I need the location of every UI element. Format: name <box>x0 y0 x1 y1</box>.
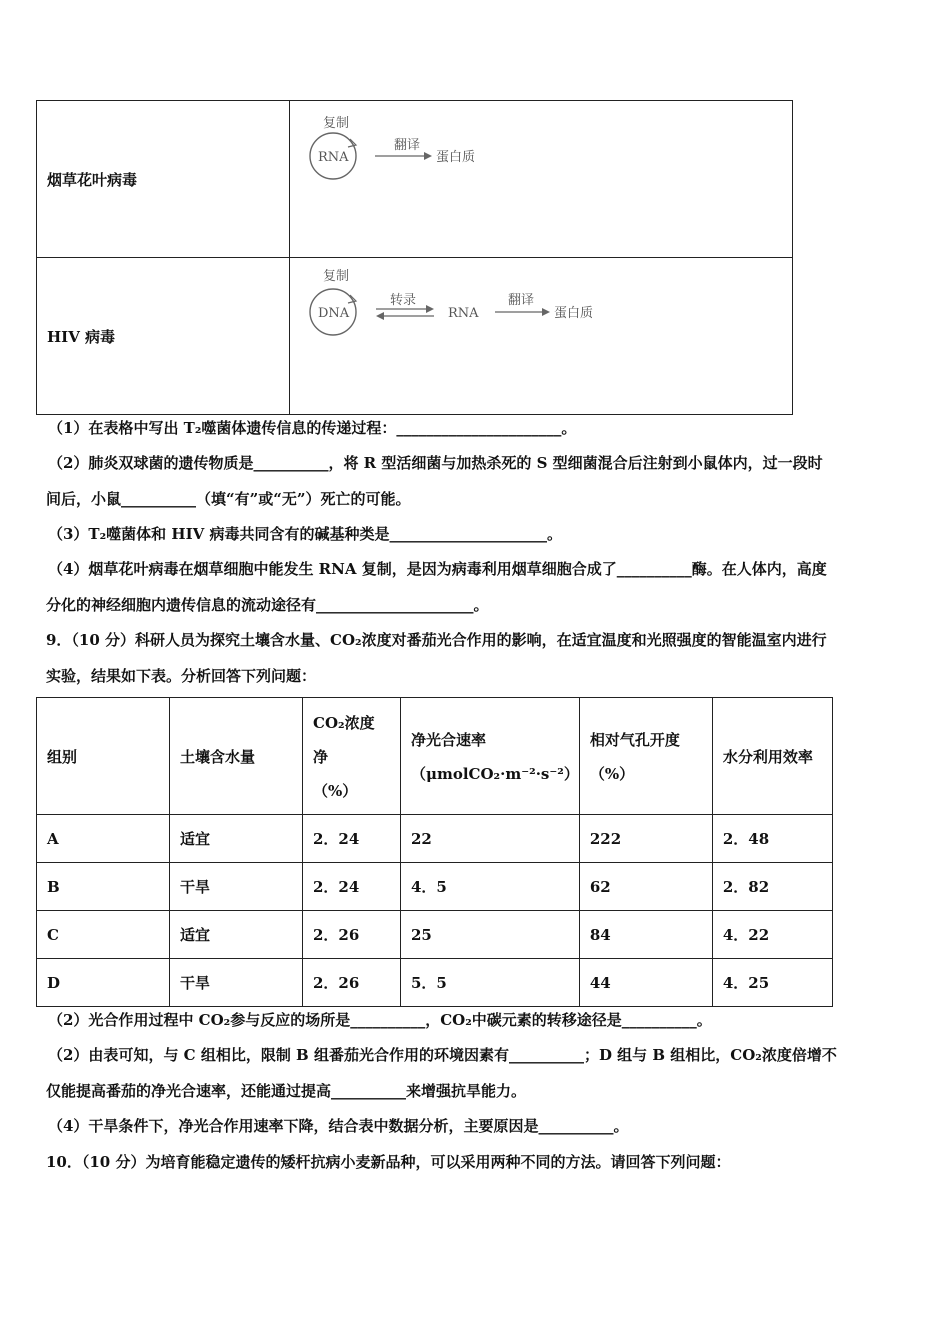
table-row <box>37 959 833 1007</box>
circle-label: DNA <box>318 306 350 321</box>
net-rate-header-l2: （μmolCO₂·m⁻²·s⁻²） <box>411 765 579 783</box>
table-cell: 62 <box>579 863 712 911</box>
diagram-cell <box>290 258 793 415</box>
table-row <box>37 911 833 959</box>
table-cell: B <box>37 863 170 911</box>
virus-info-table <box>36 100 793 415</box>
stomata-header-l2: （%） <box>589 765 635 783</box>
rna-label: RNA <box>448 306 479 321</box>
stomata-header-l1: 相对气孔开度 <box>589 731 680 749</box>
table-cell: 222 <box>579 815 712 863</box>
q9-part1: （2）光合作用过程中 CO₂参与反应的场所是__________，CO₂中碳元素的转移途径是__________。 <box>48 1011 712 1029</box>
stomata-header-lines <box>590 721 712 791</box>
q9-part4: （4）干旱条件下，净光合作用速率下降，结合表中数据分析，主要原因是__________。 <box>48 1117 629 1135</box>
net-rate-header-l1: 净光合速率 <box>411 731 487 749</box>
co2-header-lines <box>313 704 400 808</box>
table-cell: 2．82 <box>712 863 832 911</box>
translation-label: 翻译 <box>394 138 421 153</box>
table-cell: 4．22 <box>712 911 832 959</box>
circle-label: RNA <box>318 150 349 165</box>
q8-part3: （3）T₂噬菌体和 HIV 病毒共同含有的碱基种类是_____________________。 <box>48 525 562 543</box>
table-cell: 干旱 <box>170 959 303 1007</box>
table-cell: 22 <box>401 815 580 863</box>
table-cell: 25 <box>401 911 580 959</box>
col-header-co2 <box>303 698 401 815</box>
table-cell: 5．5 <box>401 959 580 1007</box>
product-label: 蛋白质 <box>554 306 594 321</box>
table-cell: 适宜 <box>170 815 303 863</box>
tomato-data-table <box>36 697 833 1007</box>
col-header-soil: 土壤含水量 <box>170 698 303 815</box>
product-label: 蛋白质 <box>436 150 476 165</box>
table-cell: 干旱 <box>170 863 303 911</box>
q9-part2-cont: 仅能提高番茄的净光合速率，还能通过提高__________来增强抗旱能力。 <box>46 1082 527 1100</box>
table-cell: A <box>37 815 170 863</box>
table-cell: 4．25 <box>712 959 832 1007</box>
net-rate-header-lines <box>411 721 579 791</box>
co2-header-l1: CO₂浓度 <box>313 714 375 732</box>
replicate-label: 复制 <box>323 269 350 284</box>
col-header-stomata <box>579 698 712 815</box>
row-label: HIV 病毒 <box>37 258 290 415</box>
table-cell: 2．26 <box>303 911 401 959</box>
q8-part2: （2）肺炎双球菌的遗传物质是__________，将 R 型活细菌与加热杀死的 S 型细菌混合后注射到小鼠体内，过一段时 <box>48 454 823 472</box>
table-row <box>37 101 793 258</box>
table-row <box>37 863 833 911</box>
table-row <box>37 258 793 415</box>
rna-replication-diagram <box>290 101 790 257</box>
q8-part4: （4）烟草花叶病毒在烟草细胞中能发生 RNA 复制，是因为病毒利用烟草细胞合成了__________酶。在人体内，高度 <box>48 560 827 578</box>
transcription-label: 转录 <box>390 293 417 308</box>
q9-stem-cont: 实验，结果如下表。分析回答下列问题： <box>46 667 317 685</box>
table-cell: D <box>37 959 170 1007</box>
co2-header-l2: 净 <box>313 748 329 766</box>
col-header-water-efficiency: 水分利用效率 <box>712 698 832 815</box>
q8-part1: （1）在表格中写出 T₂噬菌体遗传信息的传递过程：______________________。 <box>48 419 577 437</box>
q9-part2: （2）由表可知，与 C 组相比，限制 B 组番茄光合作用的环境因素有__________；D 组与 B 组相比，CO₂浓度倍增不 <box>48 1046 837 1064</box>
table-header-row <box>37 698 833 815</box>
table-cell: 2．24 <box>303 863 401 911</box>
diagram-cell <box>290 101 793 258</box>
table-cell: 2．48 <box>712 815 832 863</box>
replicate-label: 复制 <box>323 116 350 131</box>
q8-part4-cont: 分化的神经细胞内遗传信息的流动途径有_____________________。 <box>46 596 489 614</box>
q8-part2-cont: 间后，小鼠__________（填“有”或“无”）死亡的可能。 <box>46 490 411 508</box>
col-header-net-rate <box>401 698 580 815</box>
q9-stem: 9．（10 分）科研人员为探究土壤含水量、CO₂浓度对番茄光合作用的影响，在适宜温度和光照强度的智能温室内进行 <box>46 631 827 649</box>
row-label: 烟草花叶病毒 <box>37 101 290 258</box>
table-cell: 适宜 <box>170 911 303 959</box>
table-row <box>37 815 833 863</box>
hiv-flow-diagram <box>290 258 790 414</box>
col-header-group: 组别 <box>37 698 170 815</box>
table-cell: 2．24 <box>303 815 401 863</box>
table-cell: 2．26 <box>303 959 401 1007</box>
co2-header-l3: （%） <box>313 782 358 800</box>
translation-label: 翻译 <box>508 293 535 308</box>
q10-stem: 10．（10 分）为培育能稳定遗传的矮杆抗病小麦新品种，可以采用两种不同的方法。请回答下列问题： <box>46 1153 731 1171</box>
table-cell: 4．5 <box>401 863 580 911</box>
table-cell: 84 <box>579 911 712 959</box>
table-cell: 44 <box>579 959 712 1007</box>
table-cell: C <box>37 911 170 959</box>
